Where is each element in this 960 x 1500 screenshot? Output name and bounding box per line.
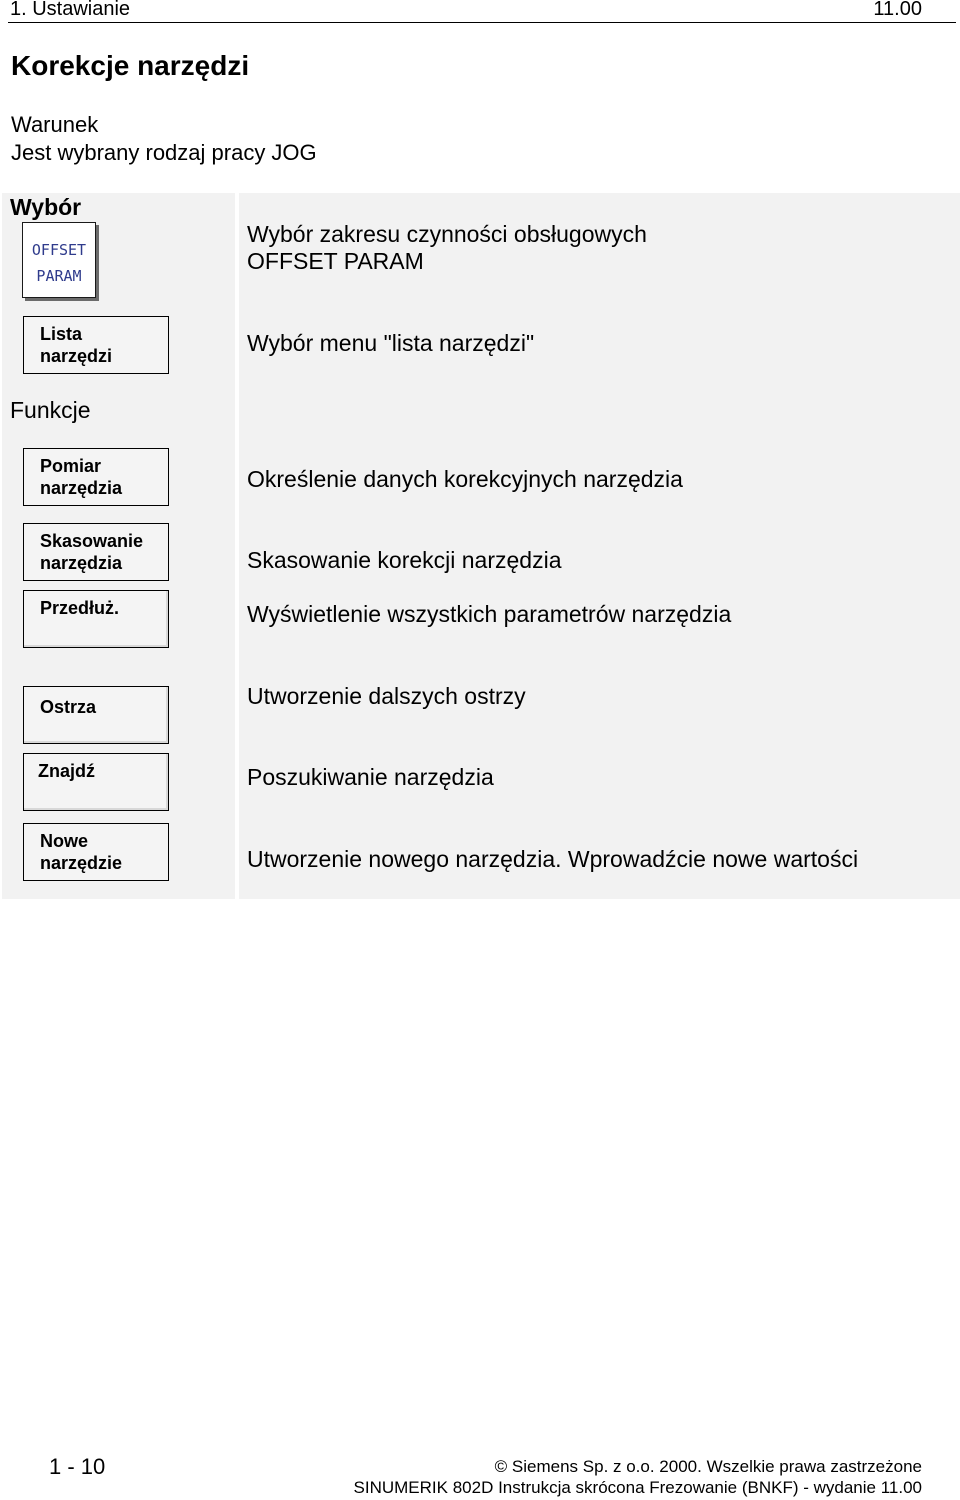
desc-edges: Utworzenie dalszych ostrzy (247, 683, 526, 709)
desc-new-tool: Utworzenie nowego narzędzia. Wprowadźcie nowe wartości (247, 846, 859, 872)
desc-extend: Wyświetlenie wszystkich parametrów narzędzia (247, 601, 732, 627)
softkey-tool-measure[interactable]: Pomiar narzędzia (23, 448, 169, 506)
condition-label: Warunek (11, 112, 99, 137)
footer-copyright: © Siemens Sp. z o.o. 2000. Wszelkie prawa zastrzeżone (494, 1457, 922, 1476)
condition-text: Jest wybrany rodzaj pracy JOG (11, 140, 317, 165)
desc-tool-list: Wybór menu "lista narzędzi" (247, 330, 535, 356)
softkey-edges[interactable]: Ostrza (23, 686, 169, 744)
offset-key-line2: PARAM (36, 267, 82, 285)
offset-key-line1: OFFSET (31, 241, 87, 259)
desc-find: Poszukiwanie narzędzia (247, 764, 494, 790)
softkey-find[interactable]: Znajdź (23, 753, 169, 811)
softkey-tool-list[interactable]: Lista narzędzi (23, 316, 169, 374)
page-title: Korekcje narzędzi (11, 50, 250, 81)
section-selection: Wybór (10, 194, 82, 220)
page-number: 1 - 10 (49, 1454, 106, 1479)
desc-tool-delete: Skasowanie korekcji narzędzia (247, 547, 562, 573)
header-divider (8, 22, 956, 23)
softkey-new-tool[interactable]: Nowe narzędzie (23, 823, 169, 881)
header-version: 11.00 (873, 0, 922, 20)
desc-tool-measure: Określenie danych korekcyjnych narzędzia (247, 466, 683, 492)
header-section: 1. Ustawianie (10, 0, 131, 20)
description-panel (239, 193, 960, 899)
softkey-tool-delete[interactable]: Skasowanie narzędzia (23, 523, 169, 581)
offset-param-description: Wybór zakresu czynności obsługowych OFFSET PARAM (247, 221, 647, 274)
section-functions: Funkcje (10, 397, 91, 423)
softkey-extend[interactable]: Przedłuż. (23, 590, 169, 648)
footer-document: SINUMERIK 802D Instrukcja skrócona Frezowanie (BNKF) - wydanie 11.00 (353, 1478, 922, 1497)
offset-param-key[interactable] (22, 222, 96, 298)
